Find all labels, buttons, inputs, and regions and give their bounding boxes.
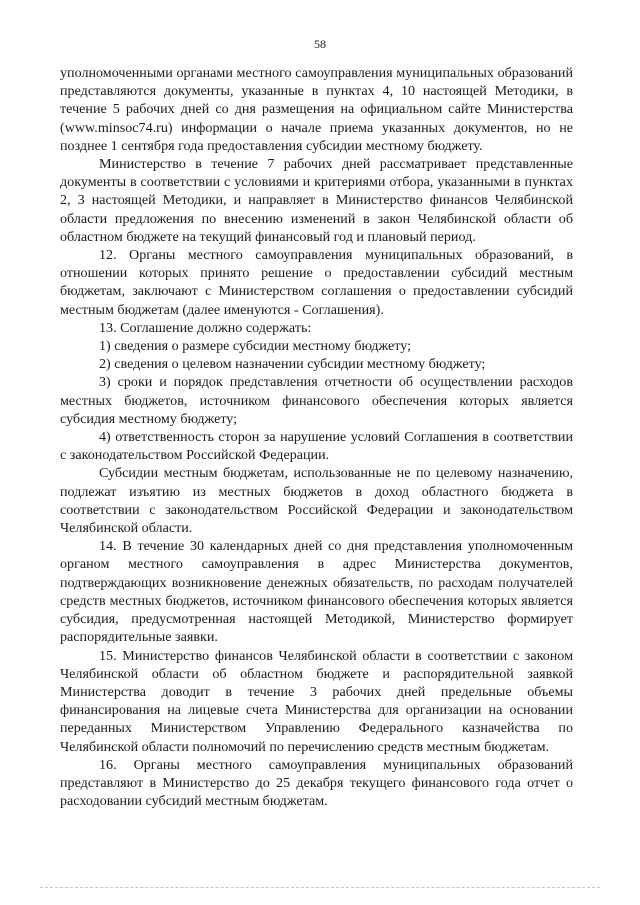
body-text <box>60 64 573 810</box>
paragraph-subitem-4: 4) ответственность сторон за нарушение условий Соглашения в соответствии с законодательством Российской Федерации. <box>60 429 573 464</box>
paragraph-continuation: уполномоченными органами местного самоуправления муниципальных образований представляются документы, указанные в пунктах 4, 10 настоящей Методики, в течение 5 рабочих дней со дня размещения на официальном сайте Министерства (www.minsoc74.ru) информации о начале приема указанных документов, но не позднее 1 сентября года предоставления субсидии местному бюджету. <box>60 65 573 154</box>
paragraph-subitem-2: 2) сведения о целевом назначении субсидии местному бюджету; <box>99 356 486 373</box>
paragraph-misuse: Субсидии местным бюджетам, использованные не по целевому назначению, подлежат изъятию из местных бюджетов в доход областного бюджета в соответствии с законодательством Российской Федерации и законодательством Челябинской области. <box>60 465 573 537</box>
paragraph-item-12: 12. Органы местного самоуправления муниципальных образований, в отношении которых принято решение о предоставлении субсидий местным бюджетам, заключают с Министерством соглашения о предоставлении субсидий местным бюджетам (далее именуются - Соглашения). <box>60 247 573 318</box>
paragraph-item-16: 16. Органы местного самоуправления муниципальных образований представляют в Министерство до 25 декабря текущего финансового года отчет о расходовании субсидий местным бюджетам. <box>60 756 573 810</box>
paragraph-item-13: 13. Соглашение должно содержать: <box>99 319 312 336</box>
scan-bottom-edge <box>40 887 600 888</box>
page-number: 58 <box>314 37 326 51</box>
paragraph-subitem-3: 3) сроки и порядок представления отчетности об осуществлении расходов местных бюджетов, источником финансового обеспечения которых является субсидия местному бюджету; <box>60 374 573 427</box>
paragraph-item-15: 15. Министерство финансов Челябинской области в соответствии с законом Челябинской области об областном бюджете и распорядительной заявкой Министерства доводит в течение 3 рабочих дней предельные объемы финансирования на лицевые счета Министерства для организации на основании переданных Министерством Управлению Федерального казначейства по Челябинской области полномочий по перечислению средств местным бюджетам. <box>60 647 573 755</box>
paragraph-ministry-review: Министерство в течение 7 рабочих дней рассматривает представленные документы в соответствии с условиями и критериями отбора, указанными в пунктах 2, 3 настоящей Методики, и направляет в Министерство финансов Челябинской области предложения по внесению изменений в закон Челябинской области об областном бюджете на текущий финансовый год и плановый период. <box>60 156 573 245</box>
paragraph-item-14: 14. В течение 30 календарных дней со дня представления уполномоченным органом местного самоуправления в адрес Министерства документов, подтверждающих возникновение денежных обязательств, по расходам получателей средств местных бюджетов, источником финансового обеспечения которых является субсидия, предусмотренная настоящей Методикой, Министерство формирует распорядительные заявки. <box>60 538 573 646</box>
paragraph-subitem-1: 1) сведения о размере субсидии местному бюджету; <box>99 338 412 355</box>
